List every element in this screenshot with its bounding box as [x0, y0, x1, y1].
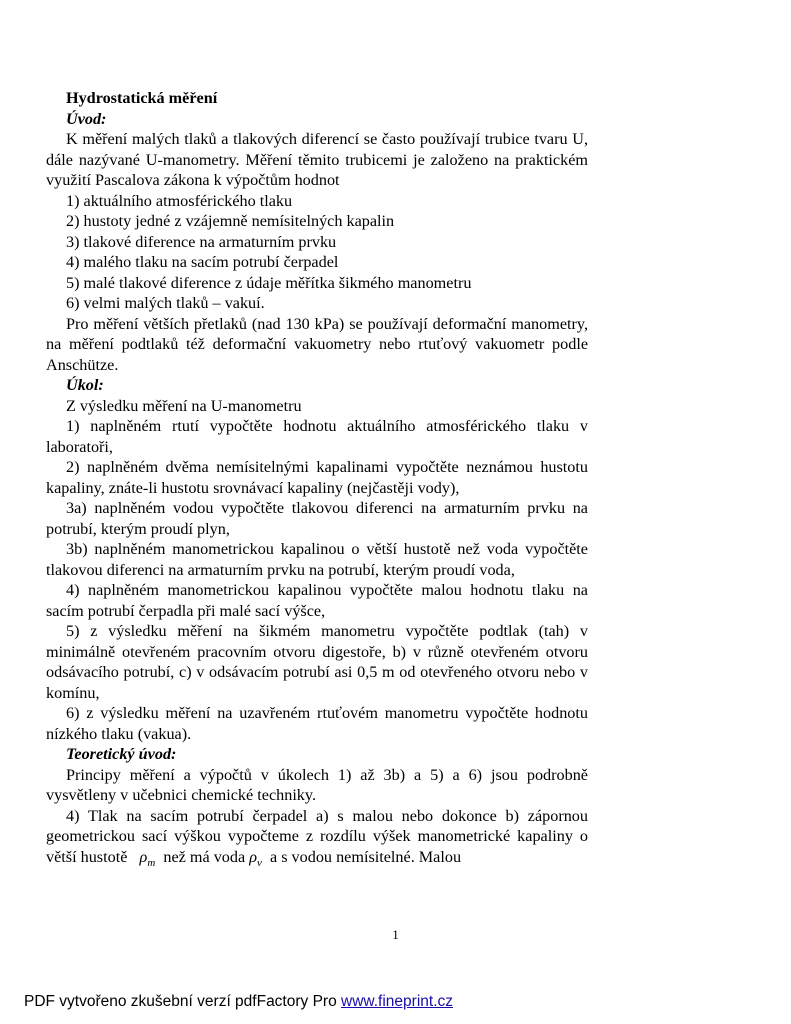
footer-text: PDF vytvořeno zkušební verzí pdfFactory Pro [24, 993, 337, 1010]
ukol-item: 3a) naplněném vodou vypočtěte tlakovou diferenci na armaturním prvku na potrubí, kterým proudí plyn, [46, 499, 588, 538]
uvod-intro: K měření malých tlaků a tlakových diferencí se často používají trubice tvaru U, dále nazývané U-manometry. Měření těmito trubicemi je založeno na praktickém využití Pascalova zákona k výpočtům hodnot [46, 130, 588, 189]
uvod-item: 6) velmi malých tlaků – vakuí. [66, 294, 265, 312]
ukol-item: 3b) naplněném manometrickou kapalinou o větší hustotě než voda vypočtěte tlakovou diferenci na armaturním prvku na potrubí, kterým proudí voda, [46, 540, 588, 579]
teoreticky-p2-start: 4) Tlak na sacím potrubí čerpadel a) s malou nebo dokonce b) zápornou geometrickou sací výškou vypočteme z rozdílu výšek manometrické kapaliny o větší hustotě [46, 806, 588, 866]
section-heading-teoreticky: Teoretický úvod: [66, 745, 177, 763]
ukol-lead: Z výsledku měření na U-manometru [66, 396, 302, 415]
rho-v-symbol: $\rho_v$ [249, 847, 262, 869]
ukol-item: 6) z výsledku měření na uzavřeném rtuťovém manometru vypočtěte hodnotu nízkého tlaku (vakua). [46, 704, 588, 743]
rho-m-symbol: $\rho_m$ [139, 847, 156, 869]
teoreticky-p1: Principy měření a výpočtů v úkolech 1) až 3b) a 5) a 6) jsou podrobně vysvětleny v učebnici chemické techniky. [46, 765, 588, 804]
ukol-item: 4) naplněném manometrickou kapalinou vypočtěte malou hodnotu tlaku na sacím potrubí čerpadla při malé sací výšce, [46, 581, 588, 620]
uvod-outro: Pro měření větších přetlaků (nad 130 kPa) se používají deformační manometry, na měření podtlaků též deformační vakuometry nebo rtuťový vakuometr podle Anschütze. [46, 314, 588, 374]
section-heading-ukol: Úkol: [66, 376, 104, 394]
uvod-item: 3) tlakové diference na armaturním prvku [66, 232, 337, 251]
uvod-item: 1) aktuálního atmosférického tlaku [66, 191, 293, 210]
teoreticky-p2-mid: než má voda [163, 847, 246, 866]
teoreticky-p2-end: a s vodou nemísitelné. Malou [269, 847, 462, 866]
ukol-item: 2) naplněném dvěma nemísitelnými kapalinami vypočtěte neznámou hustotu kapaliny, znáte-li hustotu srovnávací kapaliny (nejčastěji vody), [46, 458, 588, 497]
ukol-item: 5) z výsledku měření na šikmém manometru vypočtěte podtlak (tah) v minimálně otevřeném pracovním otvoru digestoře, b) v různě otevřeném otvoru odsávacího potrubí, c) v odsávacím potrubí asi 0,5 m od otevřeného otvoru nebo v komínu, [46, 622, 588, 702]
pdf-footer [24, 993, 453, 1011]
uvod-item: 2) hustoty jedné z vzájemně nemísitelných kapalin [66, 212, 395, 230]
uvod-item: 4) malého tlaku na sacím potrubí čerpadel [66, 253, 339, 271]
teoreticky-p2 [46, 806, 588, 874]
page-number: 1 [392, 927, 399, 942]
document-body [46, 88, 588, 873]
section-heading-uvod: Úvod: [66, 109, 107, 128]
document-title: Hydrostatická měření [66, 89, 218, 107]
ukol-item: 1) naplněném rtutí vypočtěte hodnotu aktuálního atmosférického tlaku v laboratoři, [46, 417, 588, 456]
footer-link[interactable]: www.fineprint.cz [341, 993, 453, 1010]
uvod-item: 5) malé tlakové diference z údaje měřítka šikmého manometru [66, 273, 472, 292]
